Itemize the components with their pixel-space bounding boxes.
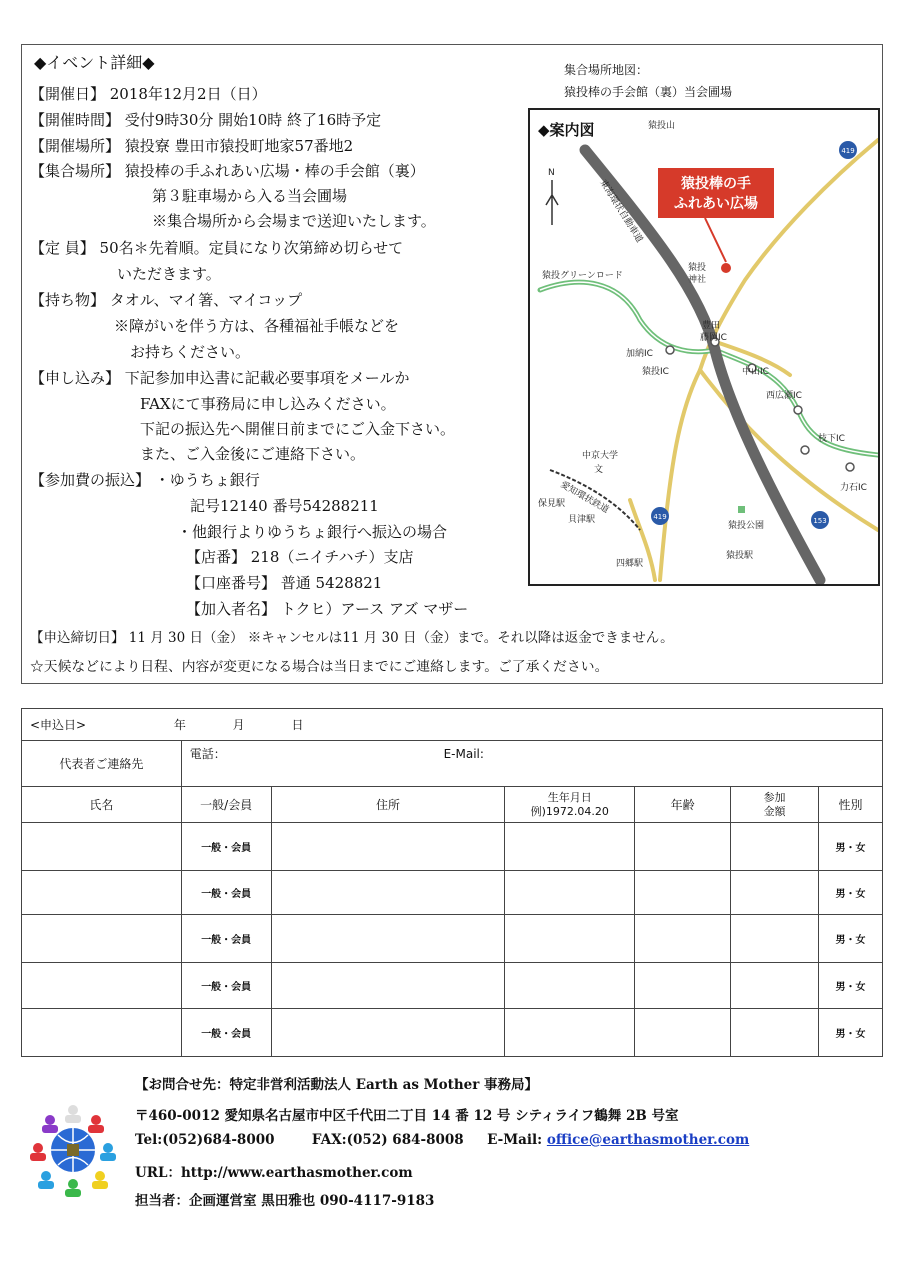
age-cell[interactable] xyxy=(635,871,731,915)
type-cell[interactable]: 一般・会員 xyxy=(181,963,271,1009)
header-address: 住所 xyxy=(271,787,505,823)
type-cell[interactable]: 一般・会員 xyxy=(181,915,271,963)
fee-6: 【加入者名】 トクヒ）アース アズ マザー xyxy=(186,600,469,618)
contact-address: 〒460-0012 愛知県名古屋市中区千代田二丁目 14 番 12 号 シティライフ鶴舞 2B 号室 xyxy=(135,1108,679,1124)
venue-highlight-2: ふれあい広場 xyxy=(674,196,758,212)
label-shrine-1: 猿投 xyxy=(688,263,707,273)
event-time: 【開催時間】 受付9時30分 開始10時 終了16時予定 xyxy=(30,111,382,129)
label-shigo-station: 四郷駅 xyxy=(616,559,644,569)
map-caption-2: 猿投棒の手会館（裏）当会圃場 xyxy=(564,85,733,99)
name-cell[interactable] xyxy=(22,915,182,963)
birth-cell[interactable] xyxy=(505,871,635,915)
meeting-place-3: ※集合場所から会場まで送迎いたします。 xyxy=(152,212,436,230)
contact-email-link[interactable]: office@earthasmother.com xyxy=(546,1132,750,1148)
event-date: 【開催日】 2018年12月2日（日） xyxy=(30,85,267,103)
label-aichi-kanjo: 愛知環状鉄道 xyxy=(558,479,611,516)
meeting-place-1: 【集合場所】 猿投棒の手ふれあい広場・棒の手会館（裏） xyxy=(30,162,425,180)
map-title: ◆案内図 xyxy=(538,121,595,139)
name-cell[interactable] xyxy=(22,963,182,1009)
contact-staff: 担当者：企画運営室 黒田雅也 090-4117-9183 xyxy=(135,1193,435,1209)
header-gender: 性別 xyxy=(819,787,883,823)
gender-cell[interactable]: 男・女 xyxy=(819,1009,883,1057)
route-153-shield: 153 xyxy=(813,517,827,525)
day-label: 日 xyxy=(291,718,304,732)
contact-tel: Tel:(052)684-8000 xyxy=(135,1132,275,1148)
application-date-label: <申込日> xyxy=(30,718,87,732)
fee-4: 【店番】 218（ニイチハチ）支店 xyxy=(186,548,414,566)
apply-4: また、ご入金後にご連絡下さい。 xyxy=(140,445,366,463)
capacity-2: いただきます。 xyxy=(117,265,221,283)
north-arrow-icon xyxy=(546,180,558,225)
fee-cell[interactable] xyxy=(731,915,819,963)
table-row xyxy=(22,963,883,1009)
label-sanageyama: 猿投山 xyxy=(648,121,676,131)
label-nakayama-ic: 中山IC xyxy=(742,367,769,377)
header-fee-1: 参加 xyxy=(763,790,786,804)
fee-2: 記号12140 番号54288211 xyxy=(190,497,379,515)
fee-cell[interactable] xyxy=(731,1009,819,1057)
address-cell[interactable] xyxy=(271,915,505,963)
table-row xyxy=(22,1009,883,1057)
gender-cell[interactable]: 男・女 xyxy=(819,823,883,871)
name-cell[interactable] xyxy=(22,1009,182,1057)
header-fee-2: 金額 xyxy=(763,804,786,818)
birth-cell[interactable] xyxy=(505,915,635,963)
label-kanou-ic: 加納IC xyxy=(626,349,653,359)
label-sanage-ic: 猿投IC xyxy=(642,367,669,377)
address-cell[interactable] xyxy=(271,823,505,871)
address-cell[interactable] xyxy=(271,963,505,1009)
apply-1: 【申し込み】 下記参加申込書に記載必要事項をメールか xyxy=(30,369,410,387)
event-venue: 【開催場所】 猿投寮 豊田市猿投町地家57番地2 xyxy=(30,137,354,155)
header-birth-1: 生年月日 xyxy=(547,790,592,804)
table-row xyxy=(22,871,883,915)
fee-5: 【口座番号】 普通 5428821 xyxy=(186,574,383,592)
items-3: お持ちください。 xyxy=(130,343,251,361)
meeting-place-2: 第３駐車場から入る当会圃場 xyxy=(152,187,348,205)
organization-logo xyxy=(28,1100,118,1198)
birth-cell[interactable] xyxy=(505,963,635,1009)
gender-cell[interactable]: 男・女 xyxy=(819,915,883,963)
address-cell[interactable] xyxy=(271,871,505,915)
age-cell[interactable] xyxy=(635,1009,731,1057)
label-shrine-2: 神社 xyxy=(688,275,707,285)
birth-cell[interactable] xyxy=(505,1009,635,1057)
age-cell[interactable] xyxy=(635,915,731,963)
route-419-shield-b: 419 xyxy=(653,513,667,521)
year-label: 年 xyxy=(173,718,186,732)
fee-1: 【参加費の振込】 ・ゆうちょ銀行 xyxy=(30,471,260,489)
label-nishihirose-ic: 西広瀬IC xyxy=(766,391,802,401)
name-cell[interactable] xyxy=(22,871,182,915)
venue-highlight-1: 猿投棒の手 xyxy=(681,176,751,192)
items-2: ※障がいを伴う方は、各種福祉手帳などを xyxy=(114,317,400,335)
month-label: 月 xyxy=(232,718,245,732)
gender-cell[interactable]: 男・女 xyxy=(819,963,883,1009)
table-row xyxy=(22,823,883,871)
gender-cell[interactable]: 男・女 xyxy=(819,871,883,915)
route-419-shield-a: 419 xyxy=(841,147,855,155)
type-cell[interactable]: 一般・会員 xyxy=(181,823,271,871)
label-kaizu-station: 貝津駅 xyxy=(568,515,596,525)
contact-url[interactable]: URL：http://www.earthasmother.com xyxy=(135,1165,413,1181)
contact-phone-line xyxy=(135,1132,749,1148)
label-edashita-ic: 枝下IC xyxy=(818,434,845,444)
label-chukyo-2: 文 xyxy=(594,465,604,475)
event-heading: ◆イベント詳細◆ xyxy=(34,53,155,72)
age-cell[interactable] xyxy=(635,963,731,1009)
fee-cell[interactable] xyxy=(731,963,819,1009)
address-cell[interactable] xyxy=(271,1009,505,1057)
globe-people-logo-icon xyxy=(28,1100,118,1198)
note: ☆天候などにより日程、内容が変更になる場合は当日までにご連絡します。ご了承ください。 xyxy=(30,659,609,675)
type-cell[interactable]: 一般・会員 xyxy=(181,871,271,915)
type-cell[interactable]: 一般・会員 xyxy=(181,1009,271,1057)
venue-marker xyxy=(721,263,731,273)
label-green-road: 猿投グリーンロード xyxy=(542,271,623,281)
contact-fax: FAX:(052) 684-8008 xyxy=(311,1132,464,1148)
label-hobo-station: 保見駅 xyxy=(538,499,566,509)
map-caption-1: 集合場所地図： xyxy=(564,63,649,77)
label-toyota-1: 豊田 xyxy=(702,321,721,331)
application-form xyxy=(21,708,883,1057)
representative-contact-field[interactable] xyxy=(181,741,882,787)
fee-cell[interactable] xyxy=(731,871,819,915)
north-label: N xyxy=(548,168,555,178)
fee-cell[interactable] xyxy=(731,823,819,871)
header-type: 一般/会員 xyxy=(181,787,271,823)
capacity-1: 【定 員】 50名＊先着順。定員になり次第締め切らせて xyxy=(30,239,404,257)
application-date-row xyxy=(22,709,883,741)
header-birth xyxy=(505,787,635,823)
deadline: 【申込締切日】 11 月 30 日（金） ※キャンセルは11 月 30 日（金）まで。それ以降は返金できません。 xyxy=(30,630,674,646)
label-expressway: 東海環状自動車道 xyxy=(597,178,645,245)
label-kawaishi-ic: 力石IC xyxy=(840,483,867,493)
contact-title: 【お問合せ先：特定非営利活動法人 Earth as Mother 事務局】 xyxy=(135,1077,539,1093)
guide-map-svg xyxy=(530,110,878,584)
apply-2: FAXにて事務局に申し込みください。 xyxy=(140,395,396,413)
representative-label: 代表者ご連絡先 xyxy=(22,741,182,787)
label-toyota-2: 藤岡IC xyxy=(700,333,727,343)
apply-3: 下記の振込先へ開催日前までにご入金下さい。 xyxy=(140,420,456,438)
header-name: 氏名 xyxy=(22,787,182,823)
header-fee xyxy=(731,787,819,823)
header-birth-2: 例)1972.04.20 xyxy=(530,804,609,818)
guide-map xyxy=(528,108,880,586)
label-sanage-park: 猿投公園 xyxy=(728,521,765,531)
birth-cell[interactable] xyxy=(505,823,635,871)
age-cell[interactable] xyxy=(635,823,731,871)
name-cell[interactable] xyxy=(22,823,182,871)
fee-3: ・他銀行よりゆうちょ銀行へ振込の場合 xyxy=(177,523,448,541)
items-1: 【持ち物】 タオル、マイ箸、マイコップ xyxy=(30,291,303,309)
road-419-south xyxy=(660,370,700,580)
phone-label: 電話： xyxy=(189,747,226,761)
table-row xyxy=(22,915,883,963)
contact-email-label: E-Mail: xyxy=(487,1132,543,1148)
label-chukyo-1: 中京大学 xyxy=(582,451,619,461)
email-label: E-Mail: xyxy=(443,747,484,761)
label-sanage-station: 猿投駅 xyxy=(726,551,754,561)
header-age: 年齢 xyxy=(635,787,731,823)
